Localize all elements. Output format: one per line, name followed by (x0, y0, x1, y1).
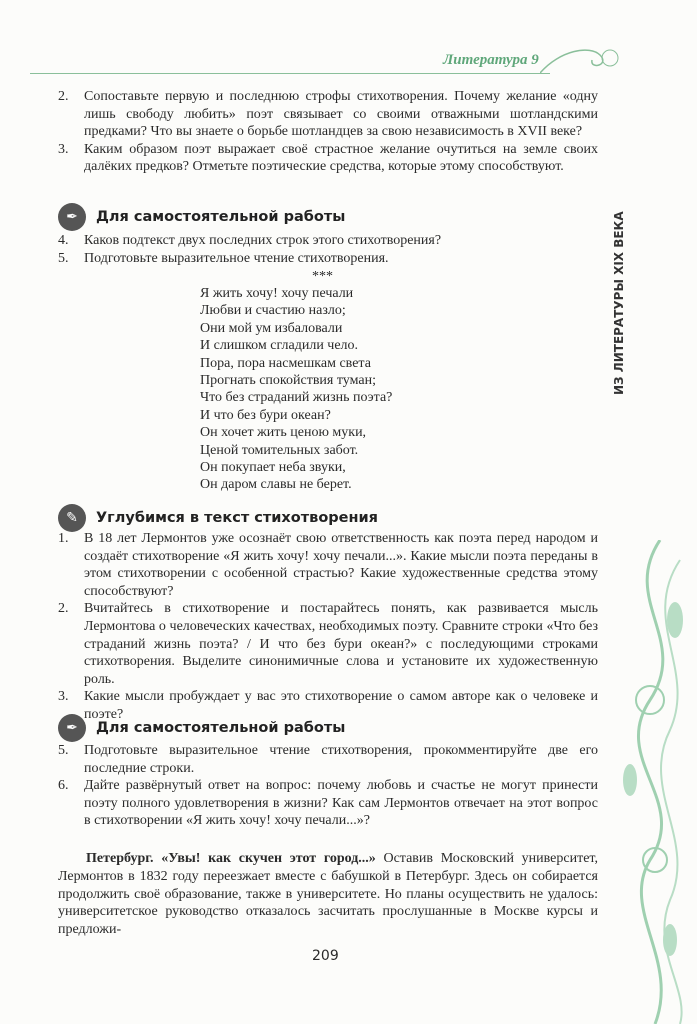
poem-line: Прогнать спокойствия туман; (200, 373, 376, 389)
book-title: Литература 9 (443, 52, 539, 68)
header-divider (30, 73, 550, 74)
question-text: Подготовьте выразительное чтение стихотворения, прокомментируйте две его последние строки. (84, 743, 598, 776)
section-heading-independent-work: ✒ Для самостоятельной работы (58, 203, 345, 231)
question-item (58, 777, 598, 830)
questions-block-4 (58, 742, 598, 830)
question-number: 2. (58, 89, 69, 104)
poem-line: И что без бури океан? (200, 407, 331, 423)
poem-line: Он даром славы не берет. (200, 477, 352, 493)
section-heading-independent-work-2: ✒ Для самостоятельной работы (58, 714, 345, 742)
poem-line: Он хочет жить ценою муки, (200, 425, 367, 441)
poem-line: Ценой томительных забот. (200, 442, 359, 458)
question-number: 5. (58, 250, 69, 266)
poem-line: Что без страданий жизнь поэта? (200, 390, 393, 406)
question-text: Сопоставьте первую и последнюю строфы стихотворения. Почему желание «одну лишь свободу любить» поэт связывает со своими отважными шотландскими предками? Что вы знаете о борьбе шотландцев за свою независимость в XVII веке? (84, 89, 598, 140)
questions-block-1 (58, 88, 598, 176)
question-number: 4. (58, 233, 69, 248)
pen-icon: ✒ (58, 203, 86, 231)
poem-line: Пора, пора насмешкам света (200, 355, 371, 371)
poem-stars: *** (312, 269, 333, 284)
question-number: 5. (58, 743, 69, 758)
question-item (58, 530, 598, 600)
question-item (58, 600, 598, 688)
question-number: 3. (58, 689, 69, 705)
question-item (58, 742, 598, 777)
poem-line: И слишком сгладили чело. (200, 338, 359, 354)
question-text: Подготовьте выразительное чтение стихотворения. (84, 250, 389, 266)
poem-line: Они мой ум избаловали (200, 320, 343, 336)
body-paragraph: Петербург. «Увы! как скучен этот город...» Оставив Московский университет, Лермонтов в 1832 году переезжает вместе с бабушкой в Петербург. Здесь он собирается продолжить своё образование, также в университете. Но планы осуществить не удалось: университетское руководство отказалось засчитать прослушанные в Москве курсы и предложи- (58, 851, 598, 938)
question-number: 3. (58, 141, 69, 157)
section-heading-deep-reading: ✎ Углубимся в текст стихотворения (58, 504, 378, 532)
question-item (58, 88, 598, 141)
feather-icon: ✎ (58, 504, 86, 532)
questions-block-3 (58, 530, 598, 724)
question-text: Каким образом поэт выражает своё страстное желание очутиться на земле своих далёких предков? Отметьте поэтические средства, которые этому способствуют. (84, 141, 598, 175)
poem-line: Я жить хочу! хочу печали (200, 286, 354, 301)
poem (200, 285, 392, 494)
question-item (58, 232, 598, 250)
header-swirl-ornament (540, 40, 620, 80)
pen-icon: ✒ (58, 714, 86, 742)
question-item (58, 250, 598, 268)
question-text: Каков подтекст двух последних строк этого стихотворения? (84, 233, 442, 248)
floral-ornament (600, 540, 697, 1024)
question-number: 6. (58, 778, 69, 794)
question-text: Вчитайтесь в стихотворение и постарайтесь понять, как развивается мысль Лермонтова о человеческих качествах, необходимых поэту. Сравните строки «Что без страданий жизнь поэта? / И что без бури океан?» с последующими строками стихотворения. Выделите синонимичные слова и установите их художественную роль. (84, 601, 598, 687)
poem-line: Любви и счастию назло; (200, 303, 346, 319)
question-number: 1. (58, 531, 69, 546)
question-item (58, 141, 598, 176)
question-text: В 18 лет Лермонтов уже осознаёт свою ответственность как поэта перед народом и создаёт стихотворение «Я жить хочу! хочу печали...». Какие мысли поэта переданы в этом стихотворении с особенной страстью? Какие художественные средства этому способствуют? (84, 531, 598, 599)
question-text: Дайте развёрнутый ответ на вопрос: почему любовь и счастье не могут принести поэту полного удовлетворения в жизни? Как сам Лермонтов отвечает на этот вопрос в стихотворении «Я жить хочу! хочу печали...»? (84, 778, 598, 829)
page-number: 209 (312, 948, 339, 964)
questions-block-2 (58, 232, 598, 267)
question-text: Какие мысли пробуждает у вас это стихотворение о самом авторе как о человеке и поэте? (84, 689, 598, 722)
question-number: 2. (58, 601, 69, 617)
poem-line: Он покупает неба звуки, (200, 460, 346, 476)
section-side-label: ИЗ ЛИТЕРАТУРЫ XIX ВЕКА (612, 211, 626, 395)
